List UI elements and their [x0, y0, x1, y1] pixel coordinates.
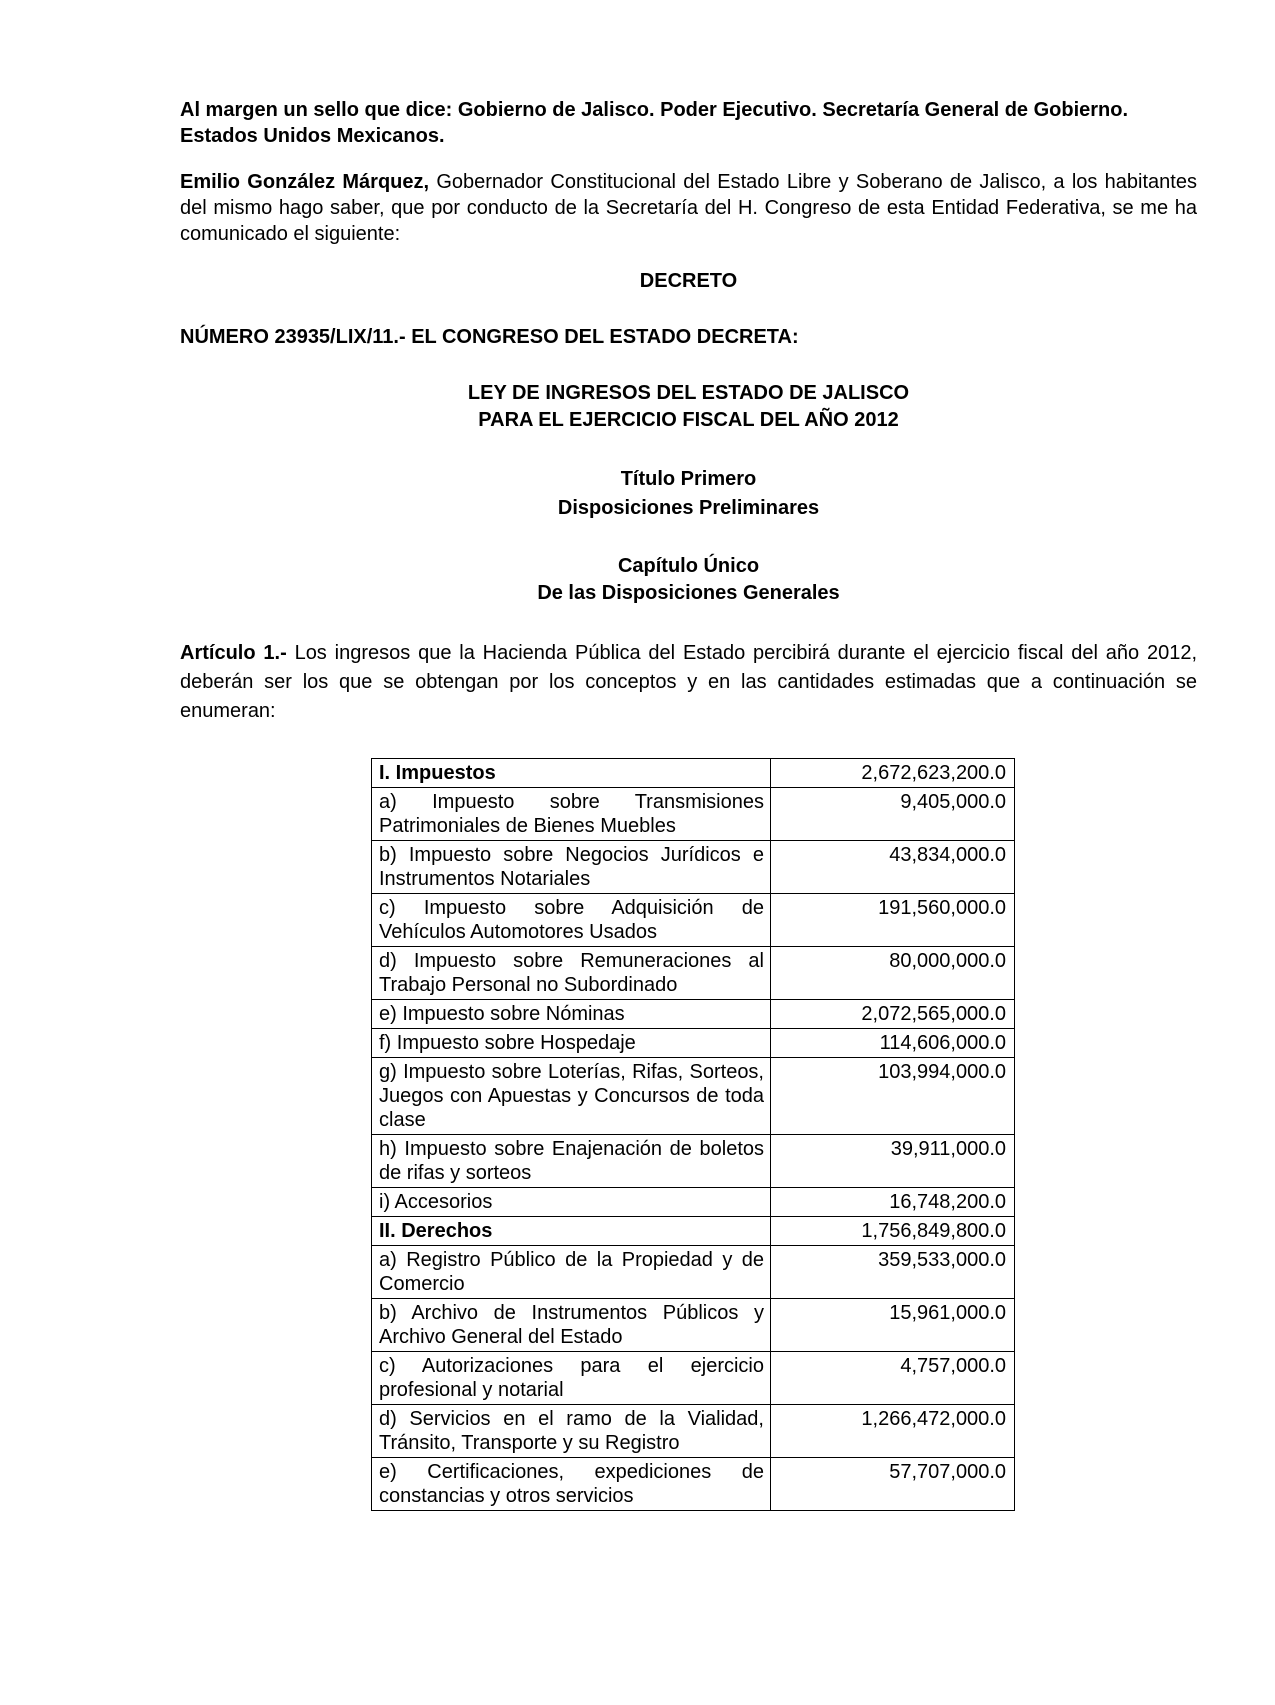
concept-cell: b) Impuesto sobre Negocios Jurídicos e Instrumentos Notariales: [372, 841, 771, 894]
governor-name: Emilio González Márquez,: [180, 171, 430, 193]
amount-cell: 191,560,000.0: [771, 894, 1015, 947]
section-row: [372, 759, 1015, 788]
concept-cell: b) Archivo de Instrumentos Públicos y Archivo General del Estado: [372, 1299, 771, 1352]
table-row: [372, 1058, 1015, 1135]
amount-cell: 114,606,000.0: [771, 1029, 1015, 1058]
concept-cell: d) Impuesto sobre Remuneraciones al Trabajo Personal no Subordinado: [372, 947, 771, 1000]
article-1-text: Los ingresos que la Hacienda Pública del Estado percibirá durante el ejercicio fiscal del año 2012, deberán ser los que se obtengan por los conceptos y en las cantidades estimadas que a continuación se enumeran:: [180, 642, 1197, 722]
table-row: [372, 1405, 1015, 1458]
law-title-line1: LEY DE INGRESOS DEL ESTADO DE JALISCO: [467, 382, 910, 404]
concept-cell: f) Impuesto sobre Hospedaje: [372, 1029, 771, 1058]
concept-cell: d) Servicios en el ramo de la Vialidad, Tránsito, Transporte y su Registro: [372, 1405, 771, 1458]
amount-cell: 1,266,472,000.0: [771, 1405, 1015, 1458]
concept-cell: II. Derechos: [372, 1217, 771, 1246]
table-row: [372, 947, 1015, 1000]
table-row: [372, 1299, 1015, 1352]
concept-cell: g) Impuesto sobre Loterías, Rifas, Sorteos, Juegos con Apuestas y Concursos de toda clase: [372, 1058, 771, 1135]
table-row: [372, 788, 1015, 841]
amount-cell: 15,961,000.0: [771, 1299, 1015, 1352]
table-row: [372, 1458, 1015, 1511]
table-row: [372, 1000, 1015, 1029]
table-row: [372, 1352, 1015, 1405]
amount-cell: 1,756,849,800.0: [771, 1217, 1015, 1246]
seal-note: Al margen un sello que dice: Gobierno de Jalisco. Poder Ejecutivo. Secretaría General de Gobierno. Estados Unidos Mexicanos.: [180, 99, 1129, 147]
titulo-line2: Disposiciones Preliminares: [557, 497, 820, 519]
intro-paragraph: [180, 169, 1197, 247]
table-row: [372, 1135, 1015, 1188]
concept-cell: h) Impuesto sobre Enajenación de boletos de rifas y sorteos: [372, 1135, 771, 1188]
concept-cell: c) Autorizaciones para el ejercicio profesional y notarial: [372, 1352, 771, 1405]
amount-cell: 2,672,623,200.0: [771, 759, 1015, 788]
concept-cell: e) Impuesto sobre Nóminas: [372, 1000, 771, 1029]
amount-cell: 43,834,000.0: [771, 841, 1015, 894]
revenue-table: [371, 758, 1015, 1511]
amount-cell: 80,000,000.0: [771, 947, 1015, 1000]
section-row: [372, 1217, 1015, 1246]
table-row: [372, 894, 1015, 947]
capitulo-line1: Capítulo Único: [617, 555, 760, 577]
intro-text: Gobernador Constitucional del Estado Libre y Soberano de Jalisco, a los habitantes del mismo hago saber, que por conducto de la Secretaría del H. Congreso de esta Entidad Federativa, se me ha comunicado el siguiente:: [180, 171, 1197, 245]
article-1-label: Artículo 1.-: [180, 642, 287, 664]
law-title-line2: PARA EL EJERCICIO FISCAL DEL AÑO 2012: [478, 409, 899, 431]
revenue-table-body: [372, 759, 1015, 1511]
table-row: [372, 1188, 1015, 1217]
concept-cell: a) Registro Público de la Propiedad y de Comercio: [372, 1246, 771, 1299]
amount-cell: 39,911,000.0: [771, 1135, 1015, 1188]
titulo-line1: Título Primero: [620, 468, 757, 490]
concept-cell: I. Impuestos: [372, 759, 771, 788]
decree-heading: DECRETO: [639, 270, 738, 292]
amount-cell: 359,533,000.0: [771, 1246, 1015, 1299]
amount-cell: 4,757,000.0: [771, 1352, 1015, 1405]
amount-cell: 103,994,000.0: [771, 1058, 1015, 1135]
concept-cell: e) Certificaciones, expediciones de constancias y otros servicios: [372, 1458, 771, 1511]
decree-number: NÚMERO 23935/LIX/11.- EL CONGRESO DEL ESTADO DECRETA:: [180, 326, 799, 348]
amount-cell: 57,707,000.0: [771, 1458, 1015, 1511]
amount-cell: 9,405,000.0: [771, 788, 1015, 841]
capitulo-line2: De las Disposiciones Generales: [537, 582, 840, 604]
concept-cell: i) Accesorios: [372, 1188, 771, 1217]
table-row: [372, 841, 1015, 894]
table-row: [372, 1246, 1015, 1299]
amount-cell: 16,748,200.0: [771, 1188, 1015, 1217]
concept-cell: a) Impuesto sobre Transmisiones Patrimoniales de Bienes Muebles: [372, 788, 771, 841]
article-1-paragraph: [180, 639, 1197, 726]
table-row: [372, 1029, 1015, 1058]
amount-cell: 2,072,565,000.0: [771, 1000, 1015, 1029]
concept-cell: c) Impuesto sobre Adquisición de Vehículos Automotores Usados: [372, 894, 771, 947]
